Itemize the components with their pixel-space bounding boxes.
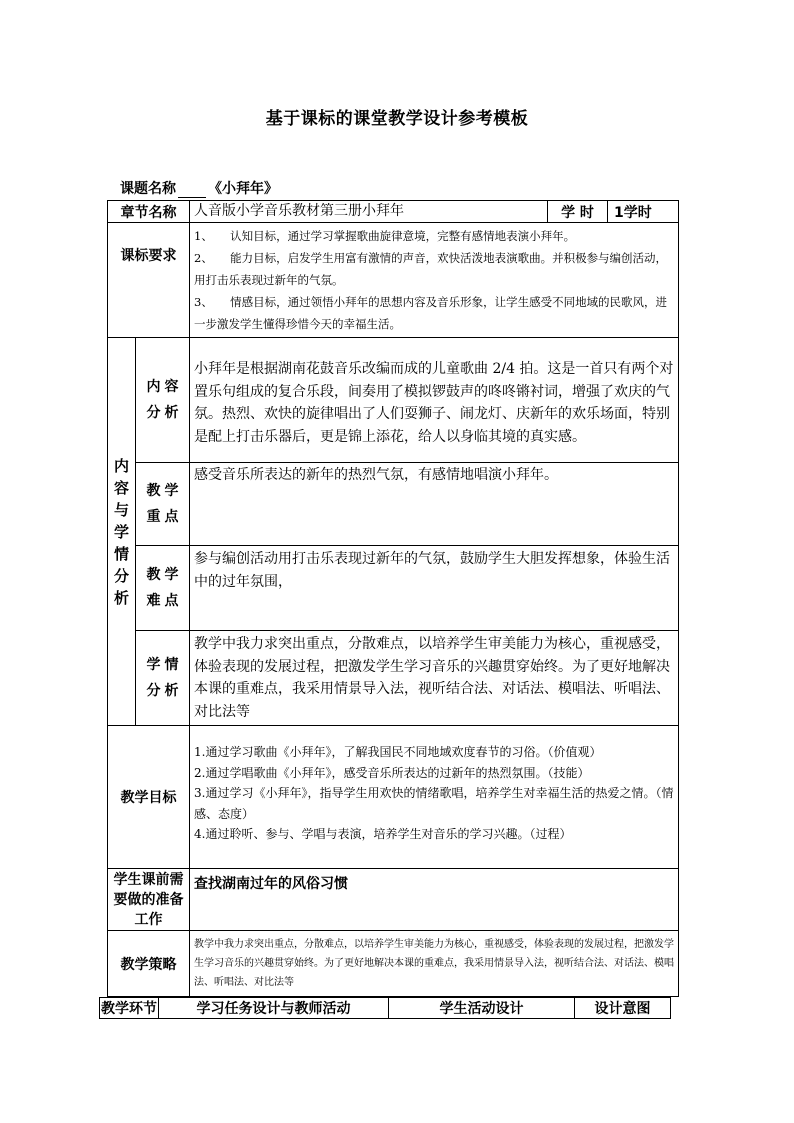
goal-item: 3.通过学习《小拜年》，指导学生用欢快的情绪歌唱，培养学生对幸福生活的热爱之情。（情感、态度） (194, 786, 674, 821)
goals-content (190, 726, 679, 869)
column-header: 教学环节 (100, 998, 159, 1019)
standard-item: 1、 认知目标，通过学习掌握歌曲旋律意境，完整有感情地表演小拜年。 (194, 229, 576, 243)
course-title-line (120, 178, 278, 198)
column-header: 学习任务设计与教师活动 (159, 998, 389, 1019)
goals-label: 教学目标 (108, 726, 190, 869)
key-points-text: 感受音乐所表达的新年的热烈气氛，有感情地唱演小拜年。 (190, 463, 679, 546)
hours-label: 学 时 (548, 201, 608, 223)
content-analysis-label: 内容分析 (136, 338, 190, 463)
analysis-label: 内容与学情分析 (108, 338, 136, 726)
standards-content (190, 223, 679, 338)
goal-item: 1.通过学习歌曲《小拜年》，了解我国民不同地域欢度春节的习俗。（价值观） (194, 745, 602, 759)
prep-label: 学生课前需要做的准备工作 (108, 869, 190, 931)
key-points-label: 教学重点 (136, 463, 190, 546)
column-header: 设计意图 (575, 998, 671, 1019)
strategy-value: 教学中我力求突出重点，分散难点，以培养学生审美能力为核心，重视感受，体验表现的发展过程，把激发学生学习音乐的兴趣贯穿始终。为了更好地解决本课的重难点，我采用情景导入法，视听结合法、对话法、模唱法、听唱法、对比法等 (190, 931, 679, 997)
course-underline (178, 183, 206, 198)
standard-item: 3、 情感目标，通过领悟小拜年的思想内容及音乐形象，让学生感受不同地域的民歌风，进一步激发学生懂得珍惜今天的幸福生活。 (194, 295, 668, 331)
column-header: 学生活动设计 (389, 998, 575, 1019)
strategy-label: 教学策略 (108, 931, 190, 997)
difficulties-text: 参与编创活动用打击乐表现过新年的气氛，鼓励学生大胆发挥想象，体验生活中的过年氛围， (190, 546, 679, 631)
content-analysis-text: 小拜年是根据湖南花鼓音乐改编而成的儿童歌曲 2/4 拍。这是一首只有两个对置乐句组成的复合乐段，间奏用了模拟锣鼓声的咚咚锵衬词，增强了欢庆的气氛。热烈、欢快的旋律唱出了人们耍狮子、闹龙灯、庆新年的欢乐场面，特别是配上打击乐器后，更是锦上添花，给人以身临其境的真实感。 (190, 338, 679, 463)
hours-value: 1学时 (608, 201, 679, 223)
activity-table-header (99, 997, 671, 1019)
prep-value: 查找湖南过年的风俗习惯 (190, 869, 679, 931)
lesson-design-table (107, 200, 679, 997)
course-name: 《小拜年》 (208, 181, 278, 197)
learner-analysis-label: 学情分析 (136, 631, 190, 726)
chapter-label: 章节名称 (108, 201, 190, 223)
course-label: 课题名称 (120, 181, 176, 197)
goal-item: 2.通过学唱歌曲《小拜年》，感受音乐所表达的过新年的热烈氛围。（技能） (194, 765, 590, 780)
standards-label: 课标要求 (108, 223, 190, 338)
chapter-value: 人音版小学音乐教材第三册小拜年 (190, 201, 548, 223)
learner-analysis-text: 教学中我力求突出重点，分散难点，以培养学生审美能力为核心，重视感受，体验表现的发展过程，把激发学生学习音乐的兴趣贯穿始终。为了更好地解决本课的重难点，我采用情景导入法，视听结合法、对话法、模唱法、听唱法、对比法等 (190, 631, 679, 726)
page-title: 基于课标的课堂教学设计参考模板 (265, 109, 529, 129)
difficulties-label: 教学难点 (136, 546, 190, 631)
standard-item: 2、 能力目标，启发学生用富有激情的声音，欢快活泼地表演歌曲。并积极参与编创活动，用打击乐表现过新年的气氛。 (194, 251, 668, 287)
goal-item: 4.通过聆听、参与、学唱与表演，培养学生对音乐的学习兴趣。（过程） (194, 827, 572, 841)
